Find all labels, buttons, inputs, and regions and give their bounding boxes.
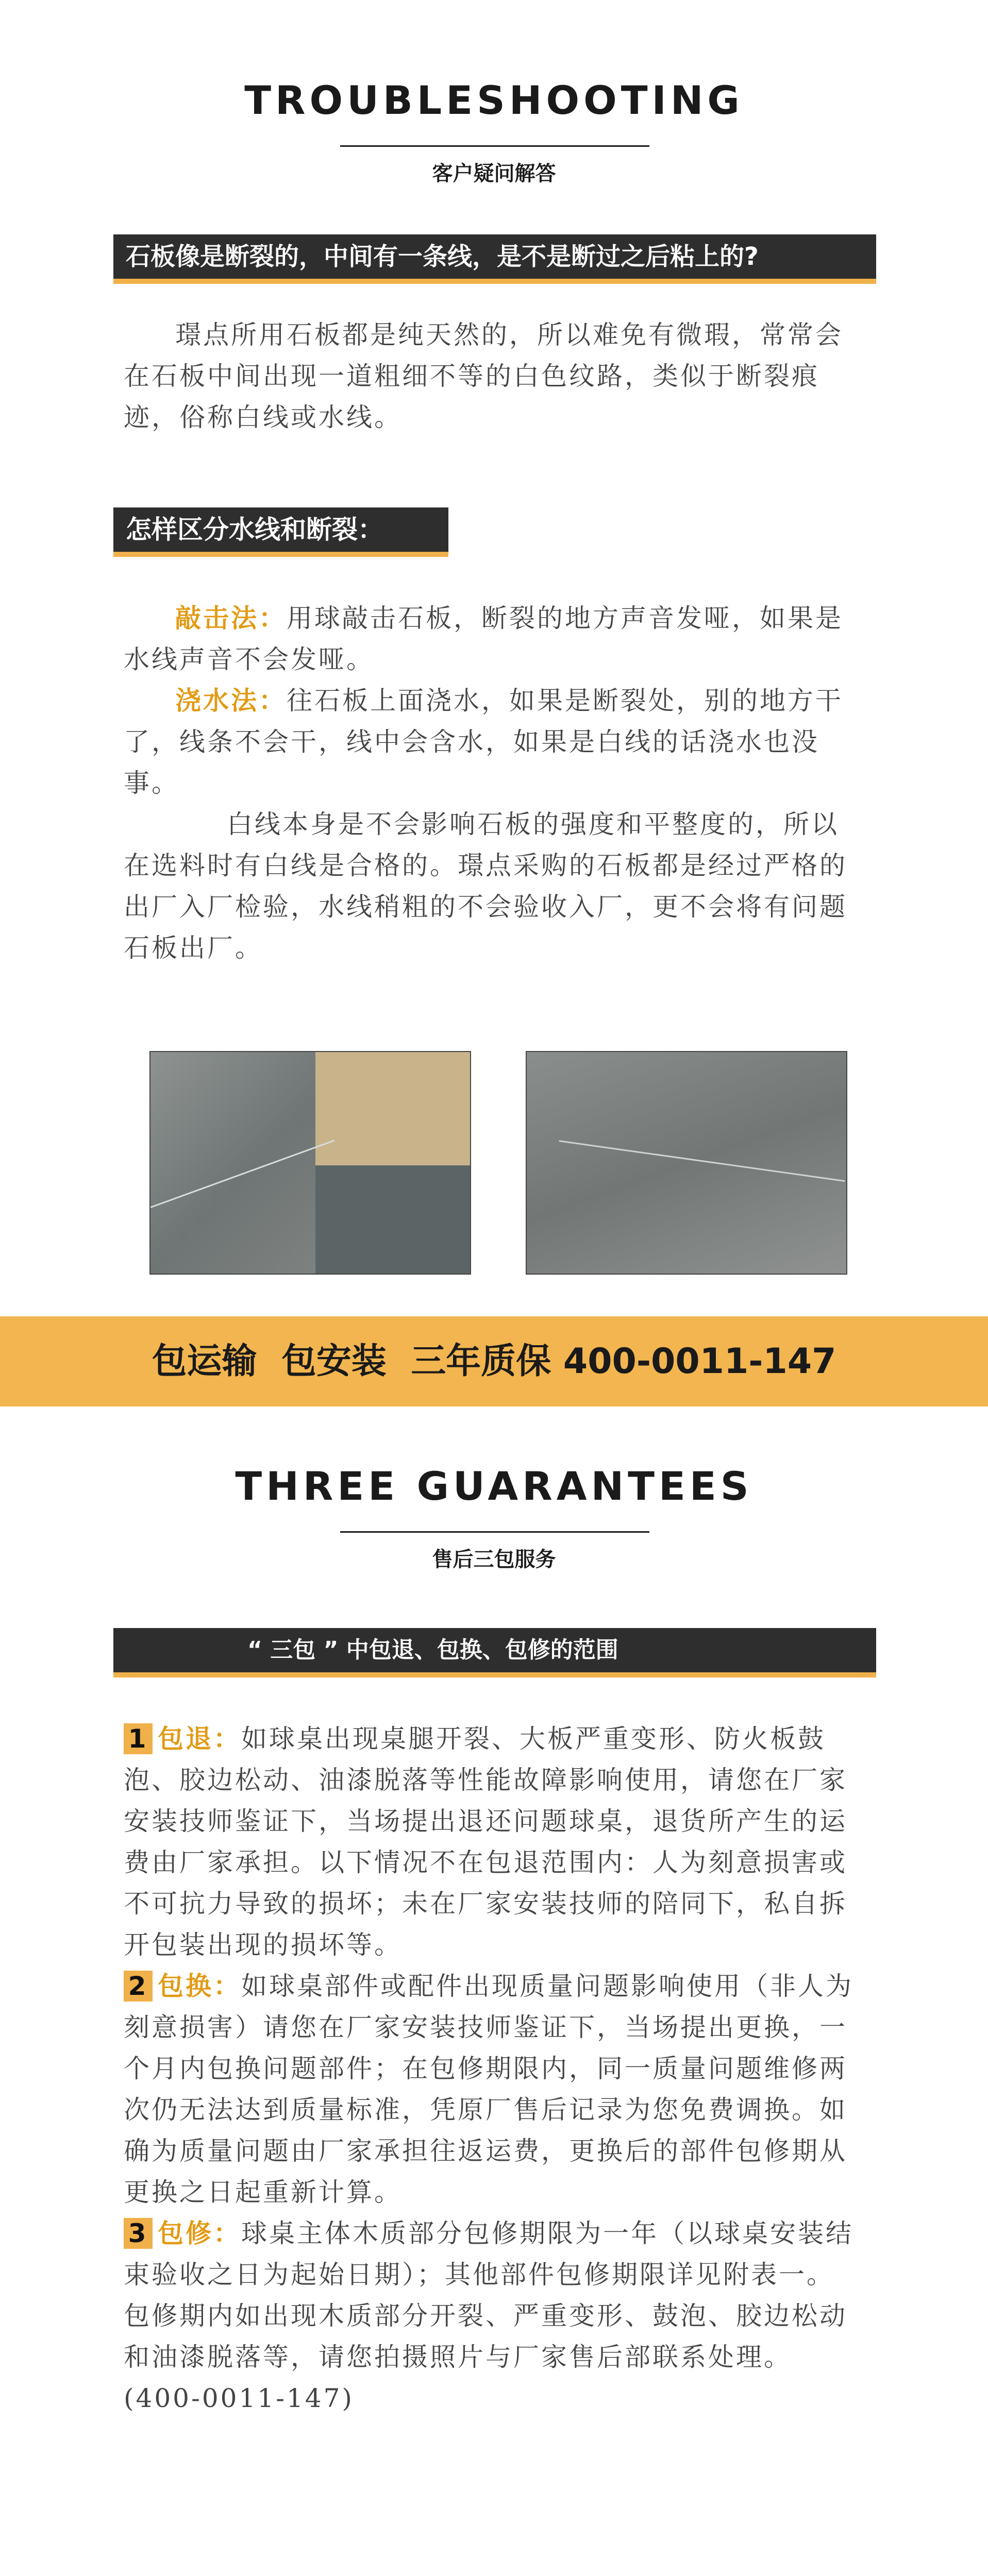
guarantee-repair — [124, 2213, 861, 2419]
water-line-mark — [559, 1140, 845, 1182]
exchange-text: 如球桌部件或配件出现质量问题影响使用（非人为刻意损害）请您在厂家安装技师鉴证下，当场提出更换，一个月内包换问题部件；在包修期限内，同一质量问题维修两次仍无法达到质量标准，凭原厂售后记录为您免费调换。如确为质量问题由厂家承担往返运费，更换后的部件包修期从更换之日起重新计算。 — [124, 1971, 853, 2207]
guarantee-exchange — [124, 1965, 861, 2213]
promo-text: 包运输 包安装 三年质保 400-0011-147 — [152, 1341, 836, 1382]
troubleshooting-subtitle: 客户疑问解答 — [432, 162, 556, 185]
water-label: 浇水法： — [175, 685, 287, 716]
guarantees-title: THREE GUARANTEES — [235, 1463, 753, 1509]
crack-photo — [149, 1051, 471, 1275]
repair-text: 球桌主体木质部分包修期限为一年（以球桌安装结束验收之日为起始日期）；其他部件包修期限详见附表一。包修期内如出现木质部分开裂、严重变形、鼓泡、胶边松动和油漆脱落等，请您拍摄照片与厂家售后部联系处理。(400-0011-147) — [124, 2218, 853, 2413]
distinguish-content — [124, 598, 861, 969]
answer-text — [124, 314, 861, 438]
knock-paragraph — [124, 598, 861, 680]
repair-label: 包修： — [158, 2218, 241, 2248]
promo-banner — [0, 1316, 988, 1406]
return-label: 包退： — [158, 1723, 241, 1754]
water-text: 往石板上面浇水，如果是断裂处，别的地方干了，线条不会干，线中会含水，如果是白线的话浇水也没事。 — [124, 686, 843, 798]
wood-edge-image — [315, 1052, 470, 1165]
guarantees-content — [124, 1718, 861, 2419]
number-badge-2: 2 — [124, 1971, 153, 2002]
number-badge-1: 1 — [124, 1723, 153, 1754]
question-text: 石板像是断裂的，中间有一条线，是不是断过之后粘上的? — [126, 242, 759, 271]
note-paragraph: 白线本身是不会影响石板的强度和平整度的，所以在选料时有白线是合格的。璟点采购的石板都是经过严格的出厂入厂检验，水线稍粗的不会验收入厂，更不会将有问题石板出厂。 — [124, 809, 847, 963]
question-bar — [113, 234, 876, 284]
number-badge-3: 3 — [124, 2218, 153, 2249]
scope-text: “ 三包 ” 中包退、包换、包修的范围 — [247, 1637, 618, 1663]
guarantees-subtitle: 售后三包服务 — [432, 1548, 556, 1571]
water-line-photo — [526, 1051, 847, 1275]
slate-edge-image — [315, 1165, 470, 1274]
distinguish-text: 怎样区分水线和断裂： — [126, 515, 383, 545]
guarantees-underline — [340, 1531, 649, 1533]
white-line-mark — [150, 1140, 334, 1208]
knock-text: 用球敲击石板，断裂的地方声音发哑，如果是水线声音不会发哑。 — [124, 603, 843, 674]
water-paragraph — [124, 680, 861, 804]
guarantee-return — [124, 1718, 861, 1965]
scope-bar — [113, 1628, 876, 1677]
exchange-label: 包换： — [158, 1971, 241, 2001]
answer-paragraph: 璟点所用石板都是纯天然的，所以难免有微瑕，常常会在石板中间出现一道粗细不等的白色纹路，类似于断裂痕迹，俗称白线或水线。 — [124, 320, 843, 432]
title-underline — [340, 145, 649, 147]
knock-label: 敲击法： — [175, 603, 287, 633]
distinguish-bar — [113, 507, 448, 557]
troubleshooting-title: TROUBLESHOOTING — [244, 77, 744, 123]
return-text: 如球桌出现桌腿开裂、大板严重变形、防火板鼓泡、胶边松动、油漆脱落等性能故障影响使用，请您在厂家安装技师鉴证下，当场提出退还问题球桌，退货所产生的运费由厂家承担。以下情况不在包退范围内：人为刻意损害或不可抗力导致的损坏；未在厂家安装技师的陪同下，私自拆开包装出现的损坏等。 — [124, 1724, 847, 1960]
